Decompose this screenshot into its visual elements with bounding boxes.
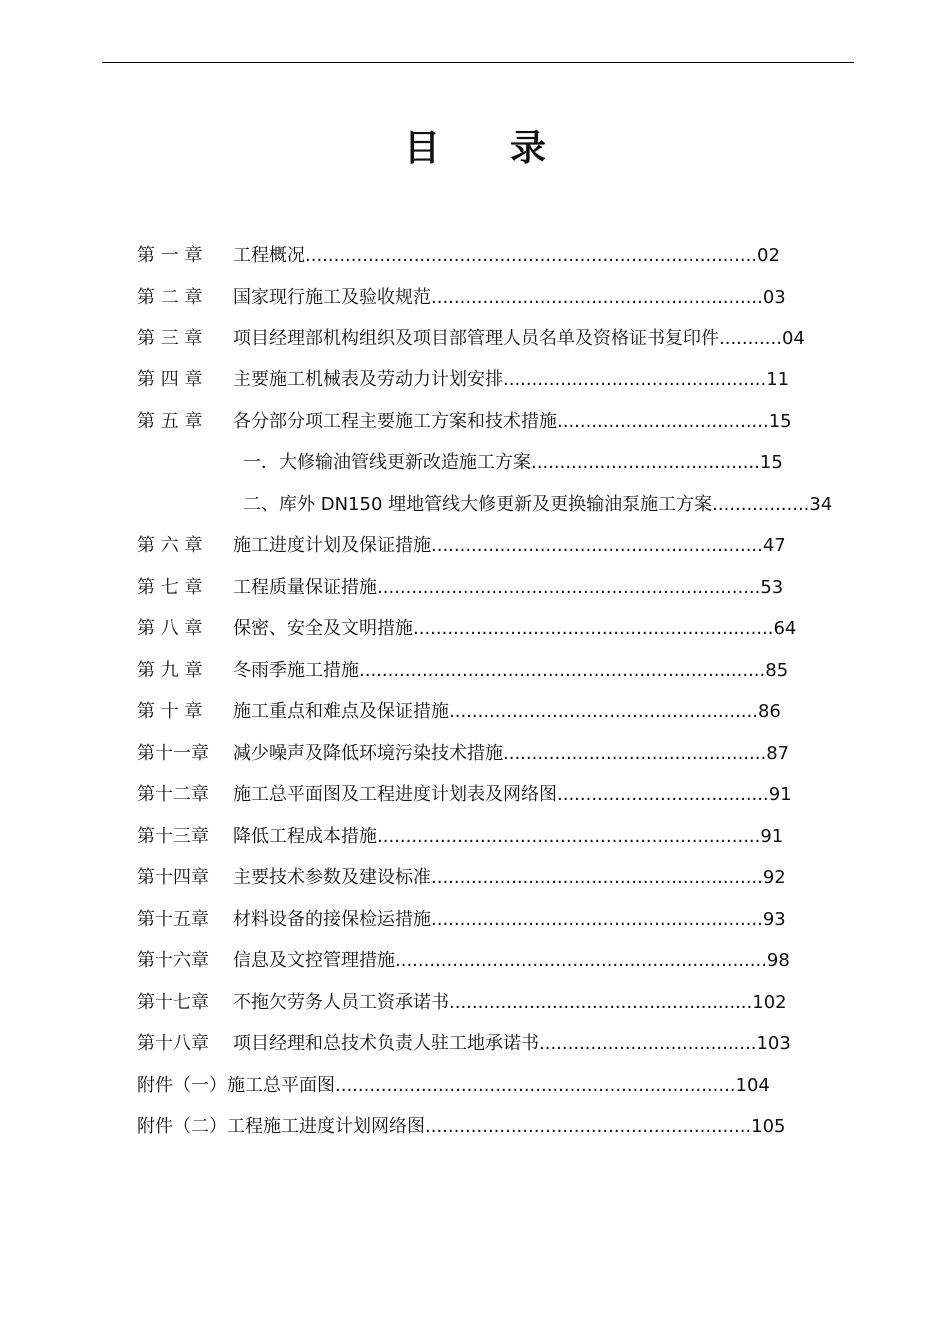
toc-entry-leader: ................................................................... (377, 826, 761, 847)
toc-entry-label: 附件（一） (137, 1075, 227, 1096)
toc-entry-leader: ................. (712, 494, 810, 515)
toc-entry-title: 工程施工进度计划网络图 (227, 1116, 425, 1137)
toc-entry-page: 93 (762, 909, 786, 930)
toc-entry-leader: .......................................................... (431, 909, 763, 930)
toc-entry[interactable] (243, 448, 783, 478)
toc-entry-page: 85 (765, 660, 789, 681)
toc-entry-title: 信息及文控管理措施 (233, 950, 395, 971)
toc-entry-leader: ................................................................. (395, 950, 767, 971)
toc-entry[interactable] (137, 365, 789, 395)
toc-entry-leader: ......................................................... (425, 1116, 752, 1137)
toc-entry-label: 第 三 章 (137, 328, 203, 349)
toc-entry[interactable] (137, 573, 783, 603)
toc-entry[interactable] (243, 490, 832, 520)
toc-entry-page: 15 (768, 411, 792, 432)
toc-entry-label: 第 二 章 (137, 287, 203, 308)
toc-entry-title: 一．大修输油管线更新改造施工方案 (243, 452, 531, 473)
toc-entry[interactable] (137, 988, 787, 1018)
toc-entry-label: 第十六章 (137, 950, 209, 971)
toc-entry-title: 工程质量保证措施 (233, 577, 377, 598)
title-char-2: 录 (510, 128, 547, 169)
toc-entry-title: 施工总平面图 (227, 1075, 335, 1096)
toc-entry-leader: ...................................................................... (335, 1075, 736, 1096)
toc-entry-page: 102 (752, 992, 787, 1013)
toc-entry-leader: ................................................................... (377, 577, 761, 598)
toc-entry-title: 降低工程成本措施 (233, 826, 377, 847)
toc-entry-title: 施工进度计划及保证措施 (233, 535, 431, 556)
toc-entry-title: 主要施工机械表及劳动力计划安排 (233, 369, 503, 390)
toc-entry-leader: ....................................................................... (359, 660, 766, 681)
toc-entry[interactable] (137, 780, 792, 810)
toc-entry-title: 项目经理部机构组织及项目部管理人员名单及资格证书复印件 (233, 328, 719, 349)
toc-entry-title: 施工总平面图及工程进度计划表及网络图 (233, 784, 557, 805)
title-char-1: 目 (403, 128, 440, 169)
toc-entry-page: 02 (757, 245, 780, 266)
toc-entry-title: 材料设备的接保检运措施 (233, 909, 431, 930)
toc-entry[interactable] (137, 1112, 786, 1142)
toc-entry[interactable] (137, 822, 783, 852)
toc-entry-leader: ...................................... (539, 1033, 757, 1054)
toc-entry-title: 主要技术参数及建设标准 (233, 867, 431, 888)
toc-entry-page: 87 (766, 743, 790, 764)
toc-entry-page: 04 (781, 328, 805, 349)
header-rule (102, 62, 854, 63)
toc-entry[interactable] (137, 283, 786, 313)
toc-entry-page: 91 (760, 826, 784, 847)
toc-entry-page: 34 (809, 494, 833, 515)
toc-entry[interactable] (137, 407, 792, 437)
toc-entry-page: 92 (762, 867, 786, 888)
toc-entry[interactable] (137, 656, 788, 686)
toc-entry-label: 第十七章 (137, 992, 209, 1013)
toc-entry[interactable] (137, 1071, 770, 1101)
toc-entry[interactable] (137, 739, 789, 769)
toc-entry-leader: .............................................. (503, 369, 767, 390)
toc-entry-label: 第 六 章 (137, 535, 203, 556)
toc-entry-label: 第十八章 (137, 1033, 209, 1054)
toc-entry-leader: ............................................................................... (305, 245, 758, 266)
toc-entry-title: 不拖欠劳务人员工资承诺书 (233, 992, 449, 1013)
toc-entry-leader: ........................................ (531, 452, 760, 473)
toc-entry-leader: .......................................................... (431, 867, 763, 888)
toc-entry-leader: .......................................................... (431, 535, 763, 556)
toc-entry-label: 第十四章 (137, 867, 209, 888)
toc-entry-page: 64 (773, 618, 797, 639)
toc-entry-title: 冬雨季施工措施 (233, 660, 359, 681)
toc-entry-label: 第 四 章 (137, 369, 203, 390)
toc-entry-leader: ..................................... (557, 784, 769, 805)
toc-entry-page: 104 (735, 1075, 770, 1096)
toc-entry-page: 98 (766, 950, 790, 971)
toc-entry-leader: ........... (719, 328, 782, 349)
toc-entry[interactable] (137, 905, 786, 935)
toc-entry-title: 各分部分项工程主要施工方案和技术措施 (233, 411, 557, 432)
toc-entry-title: 保密、安全及文明措施 (233, 618, 413, 639)
toc-entry[interactable] (137, 324, 805, 354)
toc-entry-page: 105 (751, 1116, 786, 1137)
toc-entry-page: 86 (757, 701, 781, 722)
toc-entry-title: 工程概况 (233, 245, 305, 266)
toc-entry-label: 第 五 章 (137, 411, 203, 432)
toc-entry-page: 91 (768, 784, 792, 805)
toc-entry-label: 第 十 章 (137, 701, 203, 722)
toc-entry-label: 第十五章 (137, 909, 209, 930)
toc-entry-label: 第 九 章 (137, 660, 203, 681)
toc-entry-page: 103 (756, 1033, 791, 1054)
toc-entry-leader: .............................................. (503, 743, 767, 764)
toc-entry-label: 第 一 章 (137, 245, 203, 266)
toc-entry-label: 第 八 章 (137, 618, 203, 639)
toc-entry-page: 53 (760, 577, 784, 598)
toc-entry[interactable] (137, 531, 786, 561)
toc-entry-page: 47 (762, 535, 786, 556)
toc-entry-label: 第十三章 (137, 826, 209, 847)
toc-entry-title: 施工重点和难点及保证措施 (233, 701, 449, 722)
toc-entry-page: 03 (762, 287, 786, 308)
toc-entry[interactable] (137, 1029, 791, 1059)
toc-entry[interactable] (137, 863, 786, 893)
toc-entry[interactable] (137, 614, 796, 644)
toc-entry[interactable] (137, 241, 780, 271)
toc-entry-leader: ...................................................... (449, 701, 758, 722)
toc-entry-leader: ............................................................... (413, 618, 774, 639)
toc-entry-title: 二、库外 DN150 埋地管线大修更新及更换输油泵施工方案 (243, 494, 713, 515)
toc-entry-leader: ..................................... (557, 411, 769, 432)
toc-entry-label: 第十一章 (137, 743, 209, 764)
toc-entry-title: 减少噪声及降低环境污染技术措施 (233, 743, 503, 764)
toc-entry-label: 附件（二） (137, 1116, 227, 1137)
toc-entry[interactable] (137, 697, 781, 727)
toc-entry-page: 15 (759, 452, 783, 473)
toc-entry-label: 第 七 章 (137, 577, 203, 598)
page-title (0, 120, 950, 171)
toc-entry-leader: .......................................................... (431, 287, 763, 308)
toc-entry[interactable] (137, 946, 790, 976)
toc-entry-label: 第十二章 (137, 784, 209, 805)
toc-entry-leader: ..................................................... (449, 992, 753, 1013)
toc-entry-title: 项目经理和总技术负责人驻工地承诺书 (233, 1033, 539, 1054)
toc-entry-page: 11 (766, 369, 790, 390)
toc-entry-title: 国家现行施工及验收规范 (233, 287, 431, 308)
